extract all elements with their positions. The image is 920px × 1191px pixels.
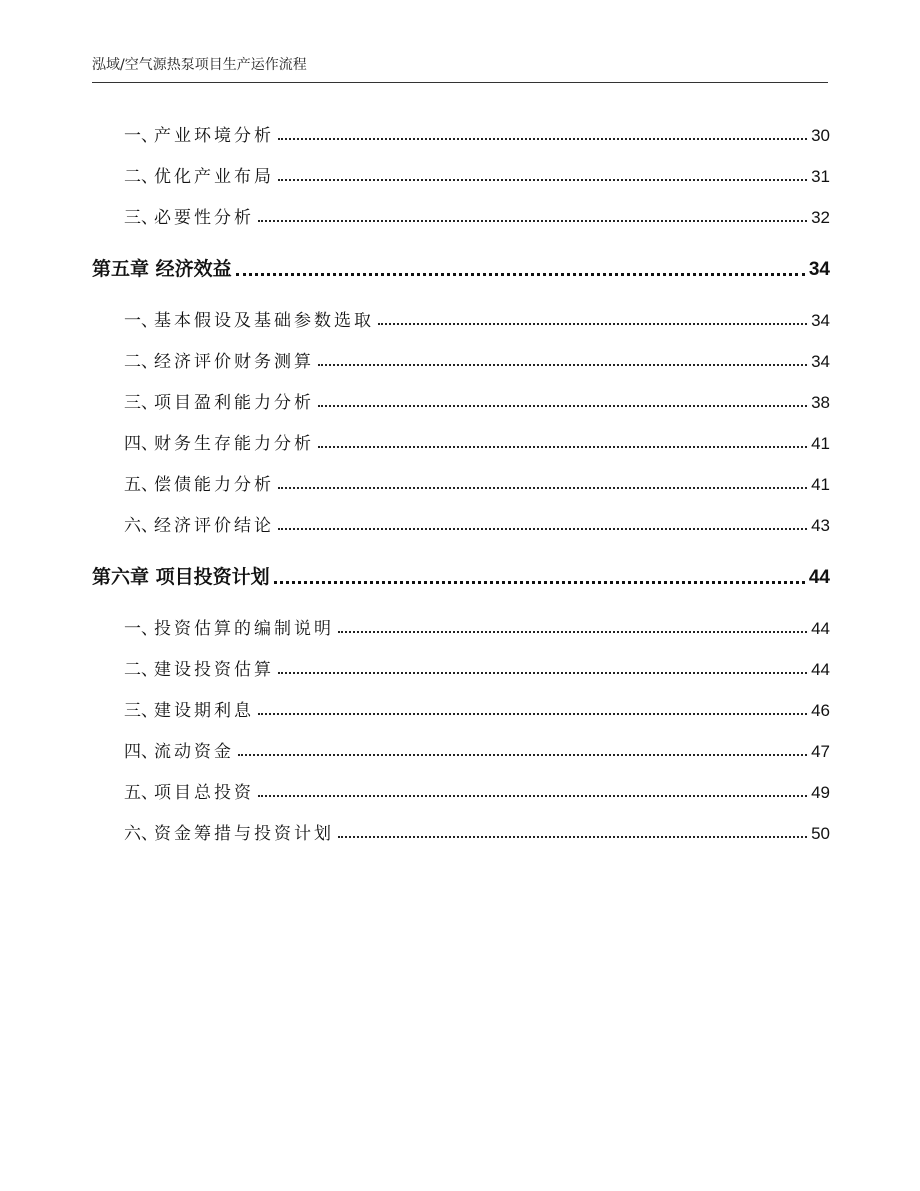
dot-leader: [278, 671, 807, 674]
toc-entry[interactable]: [92, 389, 830, 413]
running-header: 泓域/空气源热泵项目生产运作流程: [92, 57, 307, 73]
toc-entry-number: 五、: [124, 783, 158, 803]
toc-entry-number: 六、: [124, 516, 158, 536]
toc-entry-page: 41: [811, 475, 830, 494]
dot-leader: [338, 835, 807, 838]
dot-leader: [258, 219, 807, 222]
toc-chapter-title: 第六章 项目投资计划: [92, 566, 270, 588]
dot-leader: [278, 178, 807, 181]
toc-entry-title: 投资估算的编制说明: [154, 619, 334, 639]
toc-entry[interactable]: [92, 471, 830, 495]
toc-entry[interactable]: [92, 348, 830, 372]
toc-entry[interactable]: [92, 307, 830, 331]
toc-entry-page: 31: [811, 167, 830, 186]
toc-entry-page: 41: [811, 434, 830, 453]
dot-leader: [258, 794, 807, 797]
toc-entry-page: 43: [811, 516, 830, 535]
toc-entry-number: 一、: [124, 126, 158, 146]
toc-entry[interactable]: [92, 656, 830, 680]
toc-entry-page: 46: [811, 701, 830, 720]
toc-entry-number: 四、: [124, 434, 158, 454]
toc-entry-number: 三、: [124, 208, 158, 228]
dot-leader: [318, 404, 807, 407]
toc-chapter-page: 44: [808, 567, 830, 588]
dot-leader: [378, 322, 807, 325]
toc-entry-number: 一、: [124, 311, 158, 331]
toc-entry-number: 二、: [124, 352, 158, 372]
toc-entry[interactable]: [92, 697, 830, 721]
dot-leader: [238, 753, 807, 756]
toc-entry-title: 建设投资估算: [154, 660, 274, 680]
toc-entry-title: 必要性分析: [154, 208, 254, 228]
header-divider: [92, 82, 828, 83]
dot-leader: [318, 445, 807, 448]
toc-entry-title: 项目盈利能力分析: [154, 393, 314, 413]
toc-entry[interactable]: [92, 512, 830, 536]
dot-leader: [338, 630, 807, 633]
toc-entry-number: 二、: [124, 167, 158, 187]
toc-entry-title: 产业环境分析: [154, 126, 274, 146]
toc-entry-title: 偿债能力分析: [154, 475, 274, 495]
dot-leader: [278, 137, 807, 140]
dot-leader: [258, 712, 807, 715]
toc-entry-title: 优化产业布局: [154, 167, 274, 187]
dot-leader: [274, 580, 805, 584]
toc-entry-page: 49: [811, 783, 830, 802]
toc-entry[interactable]: [92, 204, 830, 228]
toc-entry-number: 四、: [124, 742, 158, 762]
toc-entry-page: 34: [811, 352, 830, 371]
toc-entry-title: 流动资金: [154, 742, 234, 762]
toc-entry-title: 经济评价财务测算: [154, 352, 314, 372]
toc-entry-title: 财务生存能力分析: [154, 434, 314, 454]
toc-entry-title: 项目总投资: [154, 783, 254, 803]
toc-entry-number: 一、: [124, 619, 158, 639]
dot-leader: [278, 527, 807, 530]
toc-entry-page: 34: [811, 311, 830, 330]
toc-entry[interactable]: [92, 430, 830, 454]
dot-leader: [278, 486, 807, 489]
toc-chapter-title: 第五章 经济效益: [92, 258, 232, 280]
toc-entry-number: 三、: [124, 393, 158, 413]
toc-entry-number: 五、: [124, 475, 158, 495]
toc-entry[interactable]: [92, 820, 830, 844]
toc-entry-title: 资金筹措与投资计划: [154, 824, 334, 844]
toc-entry-page: 44: [811, 660, 830, 679]
dot-leader: [318, 363, 807, 366]
toc-entry[interactable]: [92, 163, 830, 187]
toc-entry[interactable]: [92, 779, 830, 803]
toc-entry-page: 50: [811, 824, 830, 843]
toc-chapter[interactable]: [92, 255, 830, 281]
toc-chapter[interactable]: [92, 563, 830, 589]
toc-entry-title: 建设期利息: [154, 701, 254, 721]
toc-entry-page: 32: [811, 208, 830, 227]
toc-entry-number: 三、: [124, 701, 158, 721]
toc-entry-number: 六、: [124, 824, 158, 844]
toc-entry[interactable]: [92, 615, 830, 639]
toc-entry-number: 二、: [124, 660, 158, 680]
toc-entry-page: 38: [811, 393, 830, 412]
toc-entry-page: 44: [811, 619, 830, 638]
toc-entry-page: 30: [811, 126, 830, 145]
toc-chapter-page: 34: [808, 259, 830, 280]
toc-entry-title: 经济评价结论: [154, 516, 274, 536]
dot-leader: [236, 272, 805, 276]
toc-entry[interactable]: [92, 738, 830, 762]
toc-entry-title: 基本假设及基础参数选取: [154, 311, 374, 331]
toc-entry-page: 47: [811, 742, 830, 761]
toc-entry[interactable]: [92, 122, 830, 146]
